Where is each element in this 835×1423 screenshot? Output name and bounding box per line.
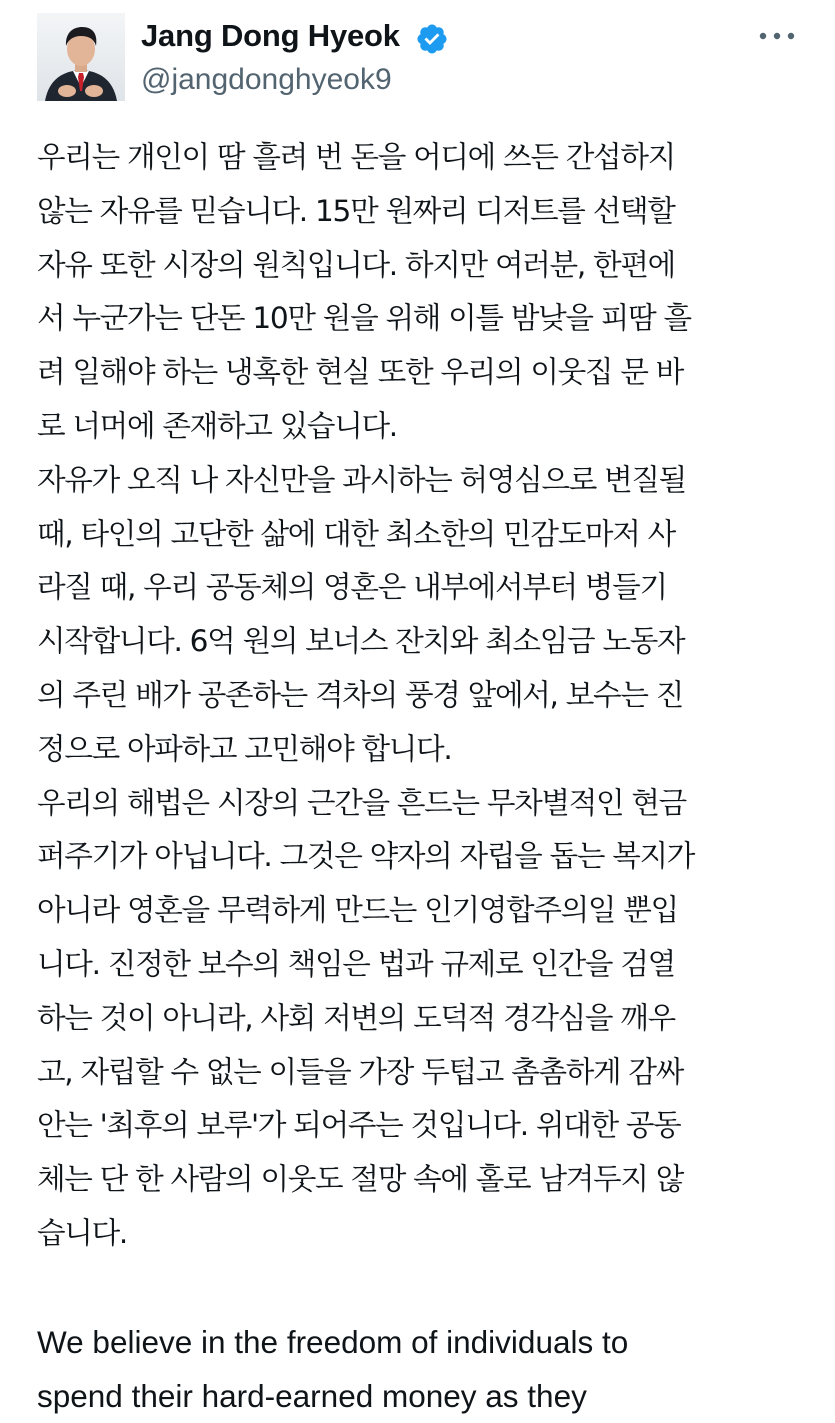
text-line: 하는 것이 아니라, 사회 저변의 도덕적 경각심을 깨우 (37, 1000, 675, 1035)
text-line: 안는 '최후의 보루'가 되어주는 것입니다. 위대한 공동 (37, 1108, 681, 1143)
post-header (0, 0, 835, 120)
text-line: 퍼주기가 아닙니다. 그것은 약자의 자립을 돕는 복지가 (37, 839, 695, 874)
avatar[interactable] (37, 13, 125, 101)
post-text (37, 131, 827, 1423)
text-line: 습니다. (37, 1215, 127, 1250)
post-paragraph-en (37, 1315, 827, 1423)
text-line: 자유가 오직 나 자신만을 과시하는 허영심으로 변질될 (37, 462, 686, 497)
text-line: 려 일해야 하는 냉혹한 현실 또한 우리의 이웃집 문 바 (37, 355, 684, 390)
text-line: 우리의 해법은 시장의 근간을 흔드는 무차별적인 현금 (37, 785, 686, 820)
verified-badge-icon (415, 22, 449, 56)
text-line: 시작합니다. 6억 원의 보너스 잔치와 최소임금 노동자 (37, 624, 685, 659)
text-line: 로 너머에 존재하고 있습니다. (37, 408, 397, 443)
text-line: spend their hard-earned money as they (37, 1377, 587, 1414)
text-line: 정으로 아파하고 고민해야 합니다. (37, 731, 452, 766)
text-line: 라질 때, 우리 공동체의 영혼은 내부에서부터 병들기 (37, 570, 667, 605)
text-line: 아니라 영혼을 무력하게 만드는 인기영합주의일 뿐입 (37, 893, 678, 928)
text-line: We believe in the freedom of individuals to (37, 1323, 629, 1360)
post-paragraph-ko-3 (37, 777, 827, 1261)
text-line: 의 주린 배가 공존하는 격차의 풍경 앞에서, 보수는 진 (37, 677, 684, 712)
more-options-icon (752, 24, 802, 48)
author-handle[interactable]: @jangdonghyeok9 (141, 63, 392, 96)
post-paragraph-ko-2 (37, 454, 827, 777)
text-line: 체는 단 한 사람의 이웃도 절망 속에 홀로 남겨두지 않 (37, 1162, 684, 1197)
text-line: 고, 자립할 수 없는 이들을 가장 두텁고 촘촘하게 감싸 (37, 1054, 684, 1089)
text-line: 않는 자유를 믿습니다. 15만 원짜리 디저트를 선택할 (37, 193, 675, 228)
post-paragraph-ko-1 (37, 131, 827, 454)
text-line: 서 누군가는 단돈 10만 원을 위해 이틀 밤낮을 피땀 흘 (37, 301, 691, 336)
text-line: 때, 타인의 고단한 삶에 대한 최소한의 민감도마저 사 (37, 516, 675, 551)
paragraph-gap (37, 1261, 827, 1315)
text-line: 니다. 진정한 보수의 책임은 법과 규제로 인간을 검열 (37, 946, 675, 981)
text-line: 우리는 개인이 땀 흘려 번 돈을 어디에 쓰든 간섭하지 (37, 140, 675, 174)
more-options-button[interactable] (752, 24, 802, 48)
author-name[interactable]: Jang Dong Hyeok (141, 18, 400, 53)
avatar-photo (37, 13, 125, 101)
text-line: 자유 또한 시장의 원칙입니다. 하지만 여러분, 한편에 (37, 247, 675, 282)
